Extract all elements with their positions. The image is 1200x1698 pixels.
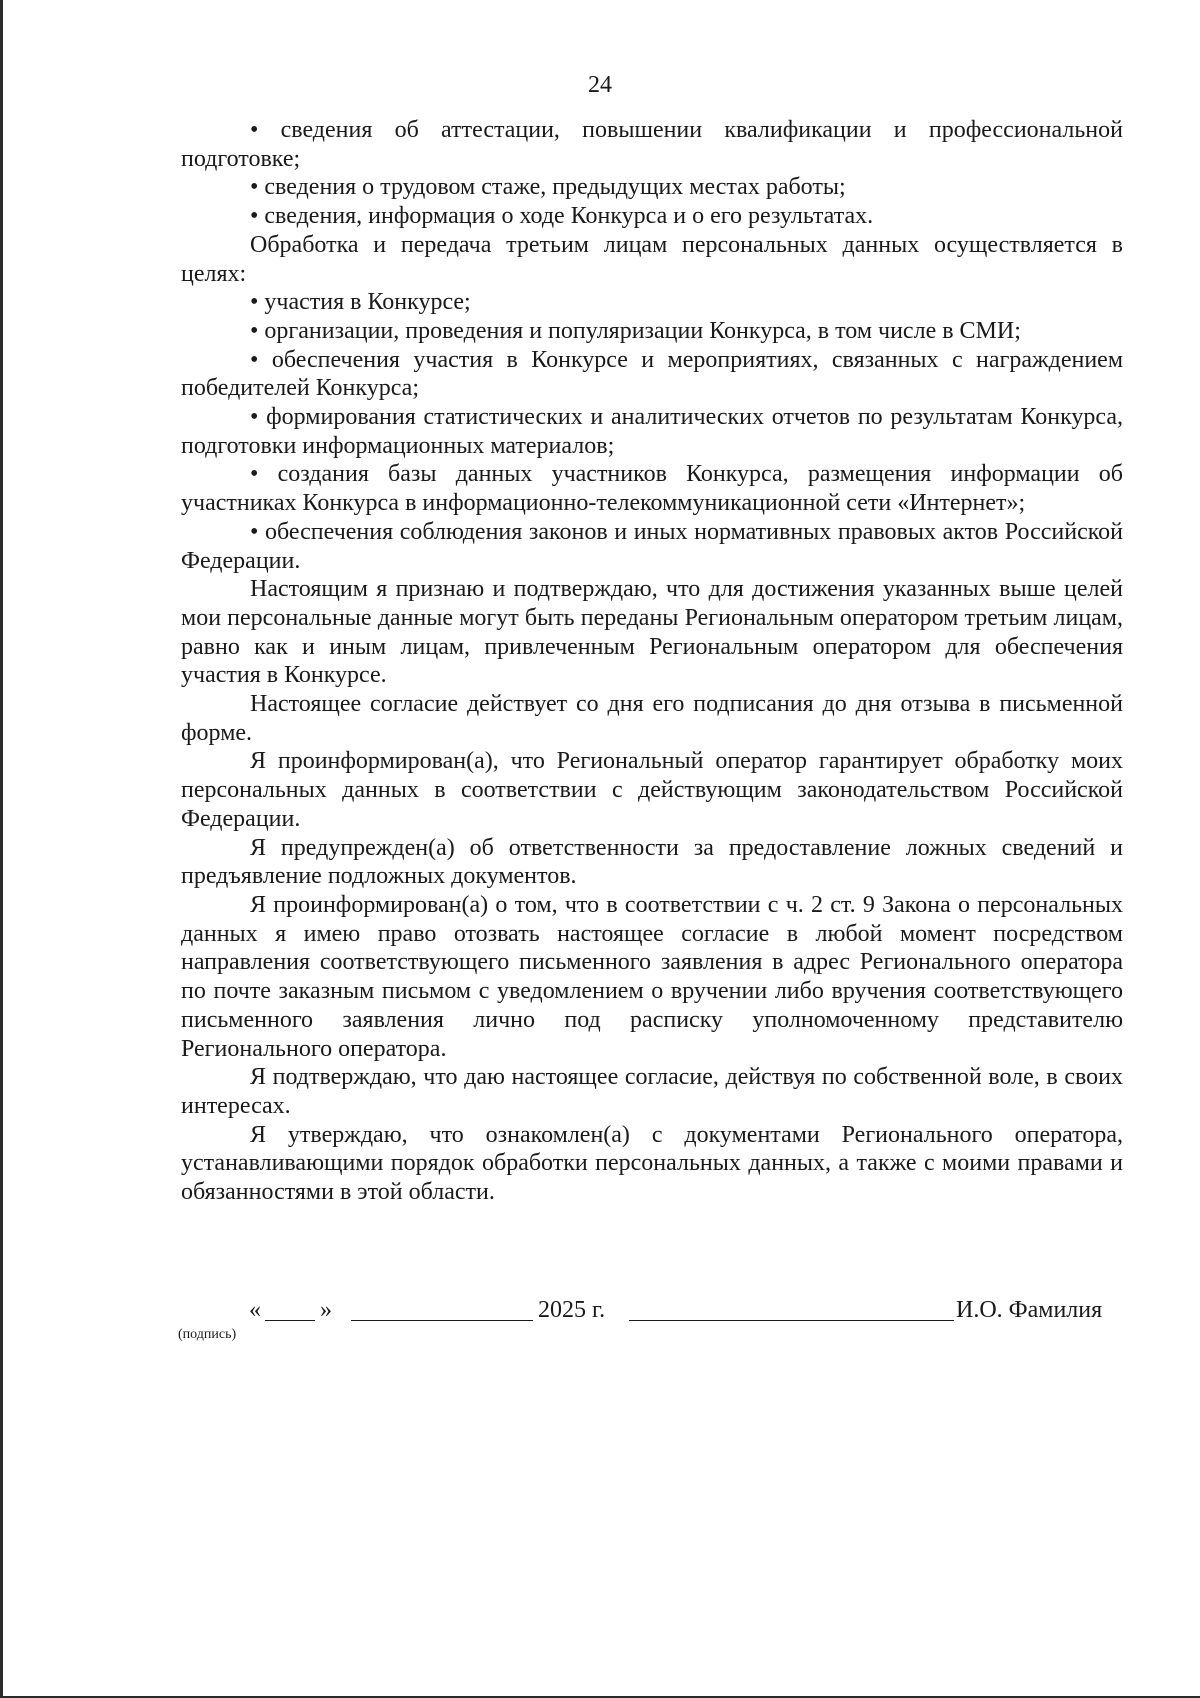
signer-name: И.О. Фамилия [956,1297,1103,1323]
paragraph: • обеспечения участия в Конкурсе и мероприятиях, связанных с награждением победителей Конкурса; [181,346,1123,402]
day-blank[interactable] [265,1320,315,1321]
paragraph: Я утверждаю, что ознакомлен(а) с документами Регионального оператора, устанавливающими порядок обработки персональных данных, а также с моими правами и обязанностями в этой области. [181,1121,1123,1206]
paragraph: Обработка и передача третьим лицам персональных данных осуществляется в целях: [181,231,1123,287]
paragraph: Я подтверждаю, что даю настоящее согласие, действуя по собственной воле, в своих интересах. [181,1064,1123,1119]
date-close-quote: » [320,1297,332,1323]
paragraph: • участия в Конкурсе; [250,289,471,316]
paragraph: Я проинформирован(а), что Региональный оператор гарантирует обработку моих персональных данных в соответствии с действующим законодательством Российской Федерации. [181,748,1123,832]
paragraph: Настоящим я признаю и подтверждаю, что для достижения указанных выше целей мои персональные данные могут быть переданы Региональным оператором третьим лицам, равно как и иным лицам, привлеченным Региональным оператором для обеспечения участия в Конкурсе. [181,576,1123,689]
paragraph: • создания базы данных участников Конкурса, размещения информации об участниках Конкурса в информационно-телекоммуникационной сети «Интернет»; [181,461,1123,517]
month-blank[interactable] [351,1320,533,1321]
document-body [181,116,1123,1207]
date-open-quote: « [249,1297,261,1323]
paragraph: • организации, проведения и популяризации Конкурса, в том числе в СМИ; [250,317,1021,344]
signature-caption: (подпись) [178,1327,237,1342]
paragraph: • сведения об аттестации, повышении квалификации и профессиональной подготовке; [181,117,1123,172]
scan-edge-left [0,0,3,1698]
paragraph: • сведения, информация о ходе Конкурса и о его результатах. [250,203,874,230]
signature-line [181,1296,1123,1336]
year-label: 2025 г. [538,1297,606,1323]
paragraph: • сведения о трудовом стаже, предыдущих местах работы; [250,174,846,201]
paragraph: • обеспечения соблюдения законов и иных нормативных правовых актов Российской Федерации. [181,518,1123,574]
signature-blank[interactable] [629,1320,954,1321]
paragraph: • формирования статистических и аналитических отчетов по результатам Конкурса, подготовки информационных материалов; [181,404,1123,459]
paragraph: Я предупрежден(а) об ответственности за предоставление ложных сведений и предъявление подложных документов. [181,834,1123,890]
paragraph: Настоящее согласие действует со дня его подписания до дня отзыва в письменной форме. [181,691,1123,746]
page-number: 24 [588,72,612,98]
paragraph: Я проинформирован(а) о том, что в соответствии с ч. 2 ст. 9 Закона о персональных данных я имею право отозвать настоящее согласие в любой момент посредством направления соответствующего письменного заявления в адрес Регионального оператора по почте заказным письмом с уведомлением о вручении либо вручения соответствующего письменного заявления лично под расписку уполномоченному представителю Регионального оператора. [181,891,1123,1062]
